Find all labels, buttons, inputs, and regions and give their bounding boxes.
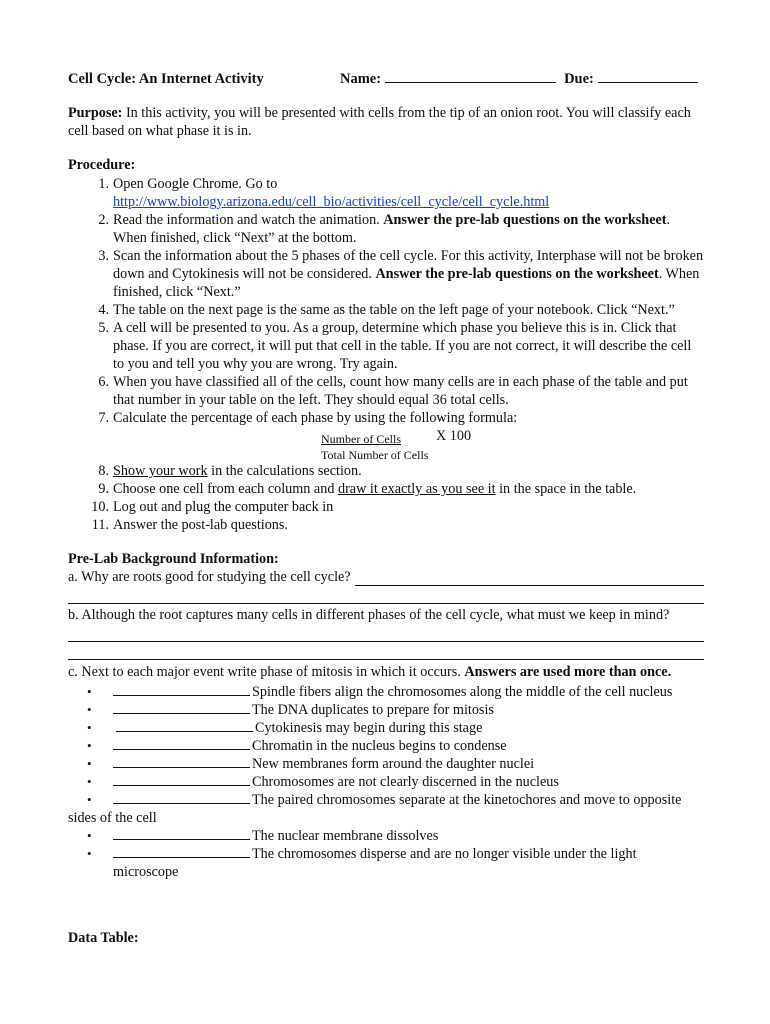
step-text: in the space in the table. <box>495 481 637 497</box>
question-c <box>68 663 704 681</box>
procedure-step <box>68 373 704 409</box>
step-text: Open Google Chrome. Go to <box>113 176 278 192</box>
phase-answer-blank[interactable] <box>116 719 253 732</box>
step-text: When you have classified all of the cells, count how many cells are in each phase of the table and put that number in your table on the left. They should equal 36 total cells. <box>113 374 688 408</box>
activity-link[interactable]: http://www.biology.arizona.edu/cell_bio/activities/cell_cycle/cell_cycle.html <box>113 194 550 210</box>
phase-answer-blank[interactable] <box>113 791 250 804</box>
event-item <box>68 773 704 791</box>
procedure-section <box>68 156 704 534</box>
mitosis-events-list <box>68 683 704 881</box>
procedure-step <box>68 409 704 427</box>
bullet-icon: • <box>87 792 92 807</box>
step-text: Log out and plug the computer back in <box>113 499 334 515</box>
phase-answer-blank[interactable] <box>113 701 250 714</box>
procedure-step <box>68 247 704 301</box>
answer-a-line[interactable] <box>355 568 704 586</box>
phase-answer-blank[interactable] <box>113 845 250 858</box>
name-blank[interactable] <box>385 70 556 83</box>
event-item <box>68 701 704 719</box>
answer-a-line-2[interactable] <box>68 586 704 604</box>
step-number: 8. <box>98 463 109 479</box>
step-number: 1. <box>98 176 109 192</box>
formula-numerator: Number of Cells <box>321 432 401 446</box>
event-item <box>68 791 704 827</box>
phase-answer-blank[interactable] <box>113 755 250 768</box>
bullet-icon: • <box>87 774 92 789</box>
phase-answer-blank[interactable] <box>113 737 250 750</box>
formula-multiplier: X 100 <box>436 428 472 444</box>
step-number: 11. <box>91 517 109 533</box>
procedure-step <box>68 498 704 516</box>
answer-b-line-2[interactable] <box>68 642 704 660</box>
header <box>68 70 704 88</box>
event-text: Cytokinesis may begin during this stage <box>255 720 483 736</box>
due-blank[interactable] <box>598 70 698 83</box>
procedure-step <box>68 480 704 498</box>
procedure-step <box>68 175 704 211</box>
event-item <box>68 845 704 881</box>
procedure-step <box>68 319 704 373</box>
event-item <box>68 755 704 773</box>
question-a: a. Why are roots good for studying the cell cycle? <box>68 569 351 585</box>
purpose-paragraph <box>68 104 704 140</box>
event-text: The DNA duplicates to prepare for mitosis <box>252 702 494 718</box>
phase-answer-blank[interactable] <box>113 773 250 786</box>
step-text: . When finished, click “Next.” <box>113 266 700 300</box>
name-label: Name: <box>340 71 382 87</box>
data-table-label: Data Table: <box>68 930 139 946</box>
event-text: Chromatin in the nucleus begins to condense <box>252 738 507 754</box>
procedure-label: Procedure: <box>68 157 136 173</box>
step-number: 6. <box>98 374 109 390</box>
question-b: b. Although the root captures many cells in different phases of the cell cycle, what must we keep in mind? <box>68 607 670 623</box>
question-c-bold: Answers are used more than once. <box>464 664 672 680</box>
step-text: in the calculations section. <box>207 463 362 479</box>
procedure-list-continued <box>68 462 704 534</box>
step-text: Read the information and watch the animation. <box>113 212 384 228</box>
bullet-icon: • <box>87 828 92 843</box>
purpose-text: In this activity, you will be presented with cells from the tip of an onion root. You will classify each cell based on what phase it is in. <box>68 105 691 139</box>
phase-answer-blank[interactable] <box>113 827 250 840</box>
phase-answer-blank[interactable] <box>113 683 250 696</box>
bullet-icon: • <box>87 738 92 753</box>
formula-denominator: Total Number of Cells <box>321 448 429 462</box>
due-label: Due: <box>564 71 594 87</box>
bullet-icon: • <box>87 756 92 771</box>
question-c-text: c. Next to each major event write phase of mitosis in which it occurs. <box>68 664 465 680</box>
procedure-step <box>68 301 704 319</box>
event-item <box>68 827 704 845</box>
event-text: The paired chromosomes separate at the kinetochores and move to opposite sides of the cell <box>68 792 682 826</box>
event-text: New membranes form around the daughter nuclei <box>252 756 535 772</box>
percentage-formula <box>68 427 704 461</box>
step-number: 2. <box>98 212 109 228</box>
step-underlined-text: Show your work <box>113 463 208 479</box>
event-item <box>68 737 704 755</box>
step-underlined-text: draw it exactly as you see it <box>337 481 496 497</box>
step-text: The table on the next page is the same as the table on the left page of your notebook. Click “Next.” <box>113 302 675 318</box>
procedure-step <box>68 516 704 534</box>
bullet-icon: • <box>87 720 92 735</box>
step-number: 9. <box>98 481 109 497</box>
event-item <box>68 719 704 737</box>
purpose-label: Purpose: <box>68 105 123 121</box>
step-number: 4. <box>98 302 109 318</box>
procedure-step <box>68 211 704 247</box>
bullet-icon: • <box>87 702 92 717</box>
bullet-icon: • <box>87 846 92 861</box>
prelab-section <box>68 550 704 881</box>
event-item <box>68 683 704 701</box>
step-number: 7. <box>98 410 109 426</box>
step-bold-text: Answer the pre-lab questions on the worksheet <box>383 212 667 228</box>
step-text: A cell will be presented to you. As a group, determine which phase you believe this is in. Click that phase. If you are correct, it will put that cell in the table. If you are not correct, it will describe the cell to you and tell you why you are wrong. Try again. <box>113 320 692 372</box>
step-text: Calculate the percentage of each phase by using the following formula: <box>113 410 518 426</box>
answer-b-line-1[interactable] <box>68 624 704 642</box>
step-text: Choose one cell from each column and <box>113 481 338 497</box>
procedure-list <box>68 175 704 427</box>
step-bold-text: Answer the pre-lab questions on the worksheet <box>375 266 659 282</box>
event-text: The chromosomes disperse and are no longer visible under the light microscope <box>113 846 637 880</box>
event-text: The nuclear membrane dissolves <box>252 828 439 844</box>
step-text: . When finished, click “Next” at the bottom. <box>113 212 671 246</box>
bullet-icon: • <box>87 684 92 699</box>
step-number: 10. <box>91 499 109 515</box>
worksheet-title: Cell Cycle: An Internet Activity <box>68 71 264 87</box>
worksheet-page <box>68 70 704 947</box>
step-number: 3. <box>98 248 109 264</box>
question-a-row <box>68 568 704 586</box>
prelab-label: Pre-Lab Background Information: <box>68 551 279 567</box>
step-number: 5. <box>98 320 109 336</box>
procedure-step <box>68 462 704 480</box>
step-text: Scan the information about the 5 phases of the cell cycle. For this activity, Interphase will not be broken down and Cytokinesis will not be considered. <box>113 248 704 282</box>
step-text: Answer the post-lab questions. <box>113 517 288 533</box>
event-text: Chromosomes are not clearly discerned in the nucleus <box>252 774 559 790</box>
event-text: Spindle fibers align the chromosomes along the middle of the cell nucleus <box>252 684 673 700</box>
